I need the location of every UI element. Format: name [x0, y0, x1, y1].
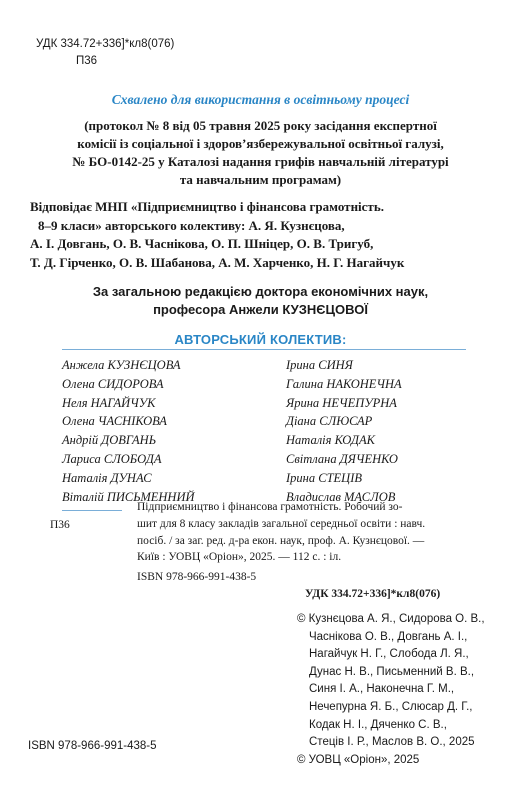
protocol-line: (протокол № 8 від 05 травня 2025 року засідання експертної — [84, 118, 437, 133]
copyright-line: Нечепурна Я. Б., Слюсар Д. Г., — [309, 700, 473, 713]
editor-block — [0, 283, 521, 319]
conforms-block — [30, 198, 510, 272]
catalog-index: П36 — [76, 55, 98, 67]
isbn: ISBN 978-966-991-438-5 — [137, 571, 257, 583]
author-name: Неля НАГАЙЧУК — [62, 395, 156, 410]
bibliography-record — [137, 499, 477, 566]
author-name: Олена СИДОРОВА — [62, 376, 164, 391]
protocol-line: комісії із соціальної і здоров’язбережувальної освітньої галузі, — [77, 136, 444, 151]
author-name: Анжела КУЗНЄЦОВА — [62, 358, 181, 372]
bibliography-udk: УДК 334.72+336]*кл8(076) — [305, 588, 441, 600]
author-name: Андрій ДОВГАНЬ — [62, 433, 157, 448]
bibliography-line: Підприємництво і фінансова грамотність. Робочий зо- — [137, 501, 403, 513]
conforms-line: Т. Д. Гірченко, О. В. Шабанова, А. М. Харченко, Н. Г. Нагайчук — [30, 254, 405, 270]
author-name: Лариса СЛОБОДА — [62, 451, 162, 466]
authors-left-column — [62, 356, 195, 506]
divider — [62, 510, 122, 511]
conforms-line: Відповідає МНП «Підприємництво і фінансова грамотність. — [30, 199, 384, 214]
editor-line: професора Анжели КУЗНЄЦОВОЇ — [153, 302, 368, 317]
author-name: Віталій ПИСЬМЕННИЙ — [62, 489, 195, 504]
copyright-line: Стеців І. Р., Маслов В. О., 2025 — [309, 736, 475, 749]
author-name: Ірина СИНЯ — [286, 358, 353, 372]
protocol-block — [0, 117, 521, 189]
author-name: Олена ЧАСНІКОВА — [62, 414, 167, 429]
copyright-line: Часнікова О. В., Довгань А. І., — [309, 630, 468, 643]
copyright-line: Дунас Н. В., Письменний В. В., — [309, 665, 475, 678]
author-name: Наталія КОДАК — [286, 433, 375, 448]
bibliography-line: Київ : УОВЦ «Оріон», 2025. — 112 с. : іл. — [137, 551, 342, 564]
copyright-line: Нагайчук Н. Г., Слобода Л. Я., — [309, 648, 469, 661]
copyright-line: © Кузнєцова А. Я., Сидорова О. В., — [297, 613, 485, 625]
copyright-line: Синя І. А., Наконечна Г. М., — [309, 683, 455, 696]
author-name: Діана СЛЮСАР — [286, 414, 373, 429]
author-name: Наталія ДУНАС — [62, 470, 152, 485]
author-name: Галина НАКОНЕЧНА — [286, 376, 402, 391]
protocol-line: № БО-0142-25 у Каталозі надання грифів навчальній літературі — [72, 154, 449, 169]
bibliography-index: П36 — [50, 519, 70, 531]
approval-statement: Схвалено для використання в освітньому процесі — [111, 92, 410, 107]
bibliography-line: посіб. / за заг. ред. д-ра екон. наук, проф. А. Кузнєцової. — — [137, 534, 425, 547]
authors-title: АВТОРСЬКИЙ КОЛЕКТИВ: — [174, 332, 347, 347]
author-name: Ярина НЕЧЕПУРНА — [286, 395, 397, 410]
udk-code: УДК 334.72+336]*кл8(076) — [36, 38, 175, 50]
protocol-line: та навчальним програмам) — [179, 172, 342, 187]
conforms-line: 8–9 класи» авторського колективу: А. Я. Кузнєцова, — [38, 217, 345, 233]
copyright-block — [297, 611, 485, 769]
author-name: Ірина СТЕЦІВ — [286, 470, 362, 485]
author-name: Владислав МАСЛОВ — [286, 489, 396, 504]
editor-line: За загальною редакцією доктора економічних наук, — [92, 284, 429, 299]
bibliography-line: шит для 8 класу закладів загальної середньої освіти : навч. — [137, 517, 426, 530]
divider — [62, 349, 466, 350]
copyright-line: Кодак Н. І., Дяченко С. В., — [309, 718, 447, 731]
conforms-line: А. І. Довгань, О. В. Часнікова, О. П. Шніцер, О. В. Тригуб, — [30, 236, 374, 251]
authors-right-column — [286, 356, 402, 506]
isbn-bottom: ISBN 978-966-991-438-5 — [28, 740, 157, 752]
author-name: Світлана ДЯЧЕНКО — [286, 451, 398, 466]
copyright-line: © УОВЦ «Оріон», 2025 — [297, 753, 420, 766]
